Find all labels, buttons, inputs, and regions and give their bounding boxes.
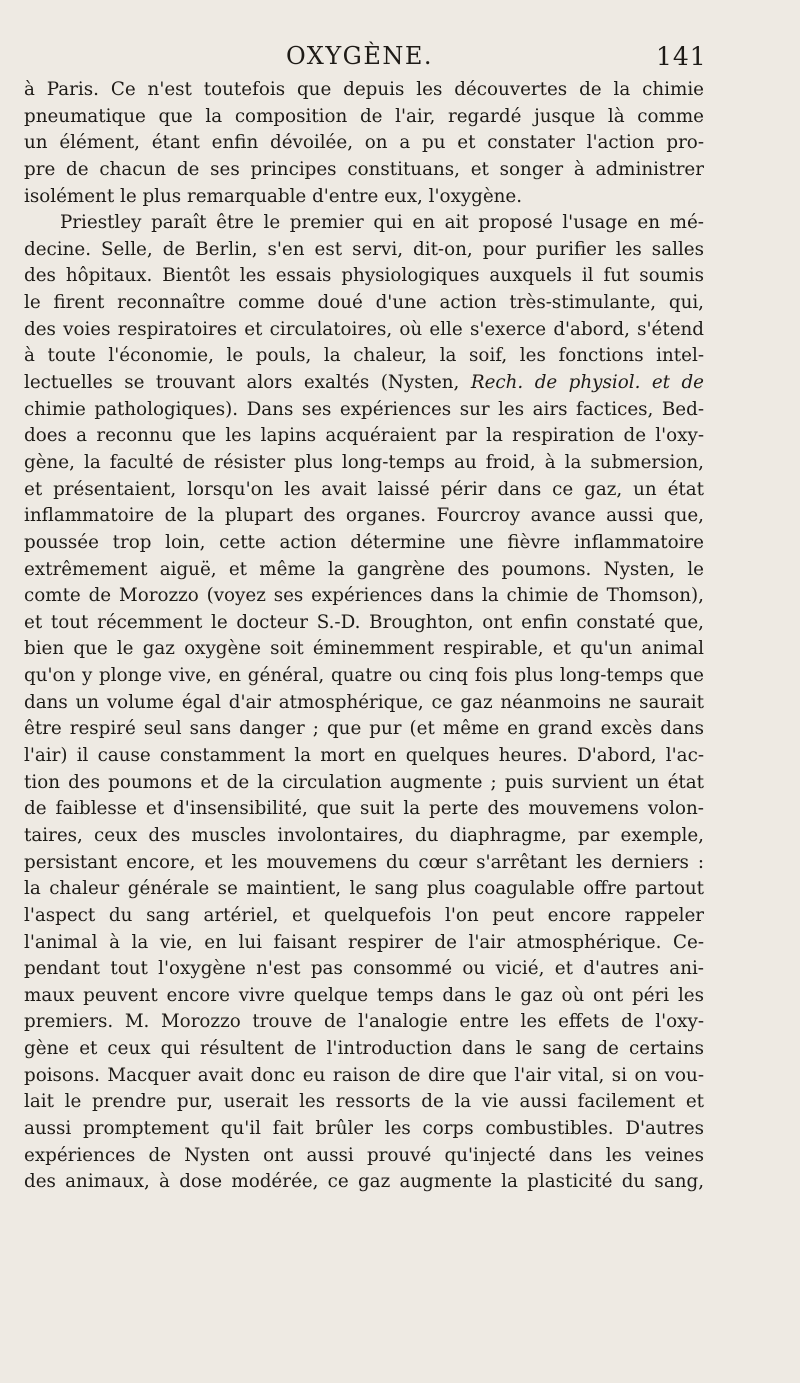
- text-line: taires, ceux des muscles involontaires, du diaphragme, par exemple,: [24, 824, 704, 846]
- text-line: persistant encore, et les mouvemens du cœur s'arrêtant les derniers :: [24, 851, 704, 873]
- text-line: dans un volume égal d'air atmosphérique, ce gaz néanmoins ne saurait: [24, 691, 704, 713]
- text-line: pneumatique que la composition de l'air, regardé jusque là comme: [24, 105, 704, 127]
- text-line: l'animal à la vie, en lui faisant respirer de l'air atmosphérique. Ce-: [24, 931, 704, 953]
- text-line: lait le prendre pur, userait les ressorts de la vie aussi facilement et: [24, 1091, 704, 1113]
- text-line: premiers. M. Morozzo trouve de l'analogie entre les effets de l'oxy-: [24, 1011, 704, 1033]
- text-line: des hôpitaux. Bientôt les essais physiologiques auxquels il fut soumis: [24, 265, 704, 287]
- text-line: gène, la faculté de résister plus long-temps au froid, à la submersion,: [24, 451, 704, 473]
- text-line: être respiré seul sans danger ; que pur (et même en grand excès dans: [24, 718, 704, 740]
- text-line: l'aspect du sang artériel, et quelquefois l'on peut encore rappeler: [24, 904, 704, 926]
- text-line: maux peuvent encore vivre quelque temps dans le gaz où ont péri les: [24, 984, 704, 1006]
- text-line: aussi promptement qu'il fait brûler les corps combustibles. D'autres: [24, 1117, 704, 1139]
- text-line: et présentaient, lorsqu'on les avait laissé périr dans ce gaz, un état: [24, 478, 704, 500]
- text-line: Priestley paraît être le premier qui en ait proposé l'usage en mé-: [60, 212, 704, 234]
- text-line: des animaux, à dose modérée, ce gaz augmente la plasticité du sang,: [24, 1171, 704, 1193]
- text-line: le firent reconnaître comme doué d'une action très-stimulante, qui,: [24, 292, 704, 314]
- text-line: chimie pathologiques). Dans ses expériences sur les airs factices, Bed-: [24, 398, 704, 420]
- text-line: l'air) il cause constamment la mort en quelques heures. D'abord, l'ac-: [24, 745, 704, 767]
- text-line: un élément, étant enfin dévoilée, on a pu et constater l'action pro-: [24, 132, 704, 154]
- page-number: 141: [656, 42, 707, 71]
- text-line: la chaleur générale se maintient, le sang plus coagulable offre partout: [24, 878, 704, 900]
- text-line: inflammatoire de la plupart des organes. Fourcroy avance aussi que,: [24, 505, 704, 527]
- text-line: pendant tout l'oxygène n'est pas consommé ou vicié, et d'autres ani-: [24, 958, 704, 980]
- body-text: [24, 77, 704, 1196]
- text-line-with-reference: [24, 370, 704, 397]
- text-line: expériences de Nysten ont aussi prouvé qu'injecté dans les veines: [24, 1144, 704, 1166]
- text-line: tion des poumons et de la circulation augmente ; puis survient un état: [24, 771, 704, 793]
- text-line: pre de chacun de ses principes constituans, et songer à administrer: [24, 158, 704, 180]
- italic-reference: Rech. de physiol. et de: [470, 372, 704, 394]
- text-line: et tout récemment le docteur S.-D. Broughton, ont enfin constaté que,: [24, 611, 704, 633]
- text-line: gène et ceux qui résultent de l'introduction dans le sang de certains: [24, 1038, 704, 1060]
- text-segment: lectuelles se trouvant alors exaltés (Nysten,: [24, 372, 460, 394]
- text-line: comte de Morozzo (voyez ses expériences dans la chimie de Thomson),: [24, 585, 704, 607]
- page-title: OXYGÈNE.: [286, 42, 434, 70]
- text-line: does a reconnu que les lapins acquéraient par la respiration de l'oxy-: [24, 425, 704, 447]
- text-line: poisons. Macquer avait donc eu raison de dire que l'air vital, si on vou-: [24, 1064, 704, 1086]
- text-line: à toute l'économie, le pouls, la chaleur, la soif, les fonctions intel-: [24, 345, 704, 367]
- running-head: [0, 38, 800, 78]
- text-line: decine. Selle, de Berlin, s'en est servi, dit-on, pour purifier les salles: [24, 238, 704, 260]
- text-line: bien que le gaz oxygène soit éminemment respirable, et qu'un animal: [24, 638, 704, 660]
- text-line: qu'on y plonge vive, en général, quatre ou cinq fois plus long-temps que: [24, 665, 704, 687]
- text-line: de faiblesse et d'insensibilité, que suit la perte des mouvemens volon-: [24, 798, 704, 820]
- text-line: à Paris. Ce n'est toutefois que depuis les découvertes de la chimie: [24, 79, 704, 100]
- text-line: isolément le plus remarquable d'entre eux, l'oxygène.: [24, 185, 523, 207]
- text-line: extrêmement aiguë, et même la gangrène des poumons. Nysten, le: [24, 558, 704, 580]
- text-line: des voies respiratoires et circulatoires, où elle s'exerce d'abord, s'étend: [24, 318, 704, 340]
- text-line: poussée trop loin, cette action détermine une fièvre inflammatoire: [24, 531, 704, 553]
